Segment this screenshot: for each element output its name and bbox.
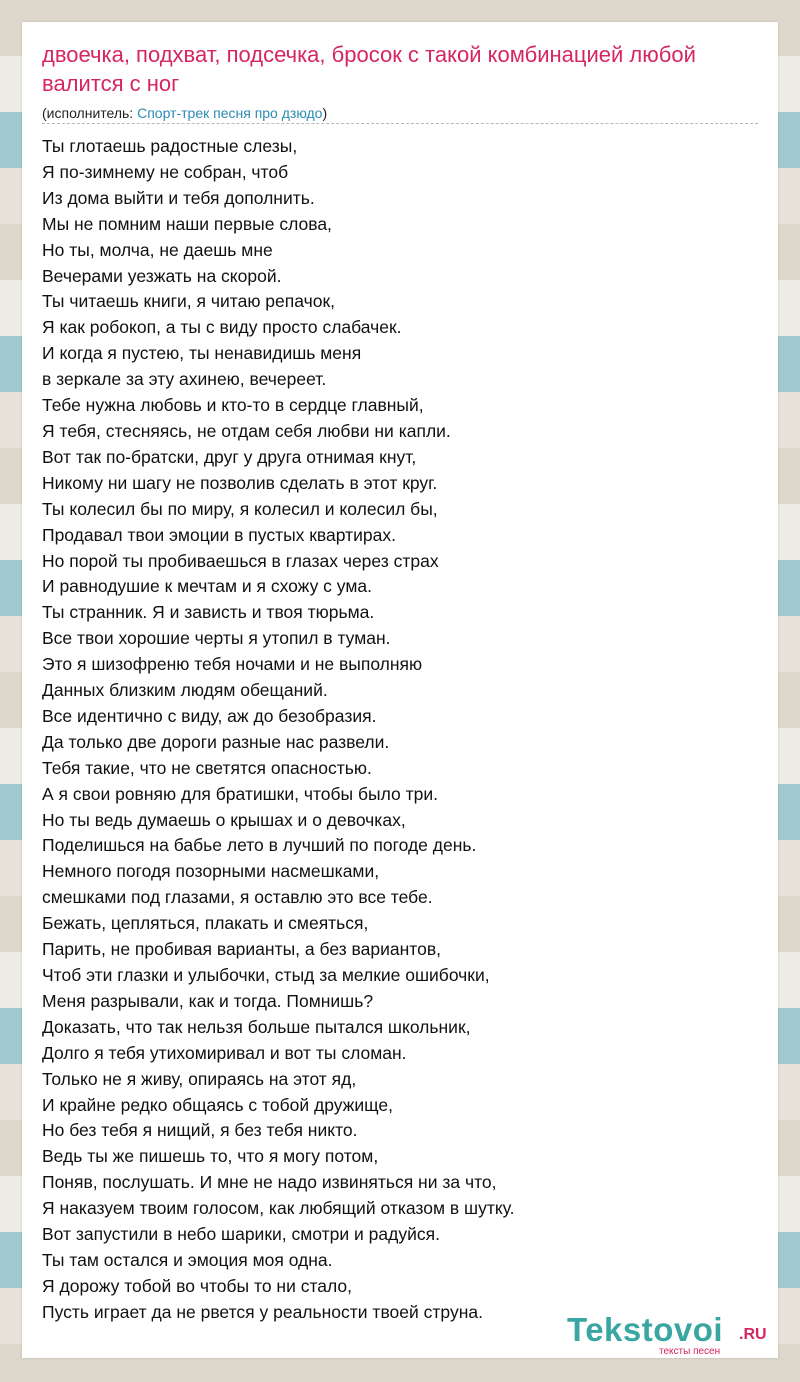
lyric-line: Из дома выйти и тебя дополнить.: [42, 187, 315, 208]
lyric-line: Поделишься на бабье лето в лучший по погоде день.: [42, 835, 477, 856]
performer-link[interactable]: Спорт-трек песня про дзюдо: [137, 105, 323, 121]
lyric-line: Ведь ты же пишешь то, что я могу потом,: [42, 1146, 379, 1167]
lyric-line: Тебя такие, что не светятся опасностью.: [42, 757, 372, 778]
logo-domain: .RU: [739, 1326, 767, 1343]
lyric-line: Бежать, цепляться, плакать и смеяться,: [42, 913, 369, 934]
lyric-line: Ты там остался и эмоция моя одна.: [42, 1249, 333, 1270]
lyric-line: Мы не помним наши первые слова,: [42, 213, 332, 234]
lyric-line: Но без тебя я нищий, я без тебя никто.: [42, 1120, 358, 1141]
lyric-line: в зеркале за эту ахинею, вечереет.: [42, 369, 327, 390]
lyric-line: Никому ни шагу не позволив сделать в этот круг.: [42, 472, 438, 493]
performer-line: [42, 104, 327, 122]
lyric-line: Вот так по-братски, друг у друга отнимая кнут,: [42, 446, 417, 467]
lyric-line: Доказать, что так нельзя больше пытался школьник,: [42, 1016, 471, 1037]
lyric-line: Пусть играет да не рвется у реальности твоей струна.: [42, 1301, 483, 1322]
lyric-line: Ты странник. Я и зависть и твоя тюрьма.: [42, 602, 375, 623]
lyric-line: Меня разрывали, как и тогда. Помнишь?: [42, 990, 374, 1011]
lyric-line: Парить, не пробивая варианты, а без вариантов,: [42, 939, 442, 960]
site-logo[interactable]: [567, 1312, 777, 1358]
lyric-line: Ты глотаешь радостные слезы,: [42, 136, 298, 156]
song-title: двоечка, подхват, подсечка, бросок с такой комбинацией любой валится с ног: [42, 42, 696, 96]
lyric-line: Ты читаешь книги, я читаю репачок,: [42, 291, 335, 312]
lyric-line: И равнодушие к мечтам и я схожу с ума.: [42, 576, 372, 597]
content-card: [22, 22, 778, 1358]
lyric-line: Вечерами уезжать на скорой.: [42, 265, 282, 286]
lyric-line: Но ты ведь думаешь о крышах и о девочках,: [42, 809, 406, 830]
lyric-line: Продавал твои эмоции в пустых квартирах.: [42, 524, 396, 545]
lyric-line: Тебе нужна любовь и кто-то в сердце главный,: [42, 395, 424, 416]
lyric-line: Но ты, молча, не даешь мне: [42, 239, 273, 260]
lyric-line: А я свои ровняю для братишки, чтобы было три.: [42, 783, 438, 804]
lyric-line: И крайне редко общаясь с тобой дружище,: [42, 1094, 393, 1115]
lyric-line: Это я шизофреню тебя ночами и не выполняю: [42, 654, 423, 675]
lyric-line: Поняв, послушать. И мне не надо извиняться ни за что,: [42, 1172, 497, 1193]
lyric-line: смешками под глазами, я оставлю это все тебе.: [42, 887, 433, 908]
lyric-line: Да только две дороги разные нас развели.: [42, 731, 390, 752]
lyric-line: Но порой ты пробиваешься в глазах через страх: [42, 550, 439, 571]
title-divider: [42, 123, 758, 124]
lyrics-text: [42, 134, 758, 1326]
lyric-line: Данных близким людям обещаний.: [42, 680, 328, 701]
logo-tagline: тексты песен: [659, 1346, 721, 1357]
logo-name: Tekstovoi: [567, 1311, 724, 1348]
lyric-line: Я как робокоп, а ты с виду просто слабачек.: [42, 317, 402, 338]
lyric-line: Немного погодя позорными насмешками,: [42, 861, 380, 882]
lyric-line: Я тебя, стесняясь, не отдам себя любви ни капли.: [42, 420, 451, 441]
lyric-line: Вот запустили в небо шарики, смотри и радуйся.: [42, 1224, 440, 1245]
lyric-line: Чтоб эти глазки и улыбочки, стыд за мелкие ошибочки,: [42, 965, 490, 985]
lyric-line: Я дорожу тобой во чтобы то ни стало,: [42, 1275, 353, 1296]
performer-suffix: ): [322, 105, 328, 121]
lyric-line: Все идентично с виду, аж до безобразия.: [42, 705, 377, 726]
lyric-line: Все твои хорошие черты я утопил в туман.: [42, 628, 391, 649]
lyric-line: Долго я тебя утихомиривал и вот ты сломан.: [42, 1042, 407, 1063]
lyric-line: Ты колесил бы по миру, я колесил и колесил бы,: [42, 498, 438, 519]
lyric-line: Я по-зимнему не собран, чтоб: [42, 161, 289, 182]
lyric-line: Я наказуем твоим голосом, как любящий отказом в шутку.: [42, 1198, 515, 1219]
lyric-line: Только не я живу, опираясь на этот яд,: [42, 1068, 357, 1089]
lyric-line: И когда я пустею, ты ненавидишь меня: [42, 343, 362, 364]
performer-prefix: (исполнитель:: [42, 105, 138, 121]
